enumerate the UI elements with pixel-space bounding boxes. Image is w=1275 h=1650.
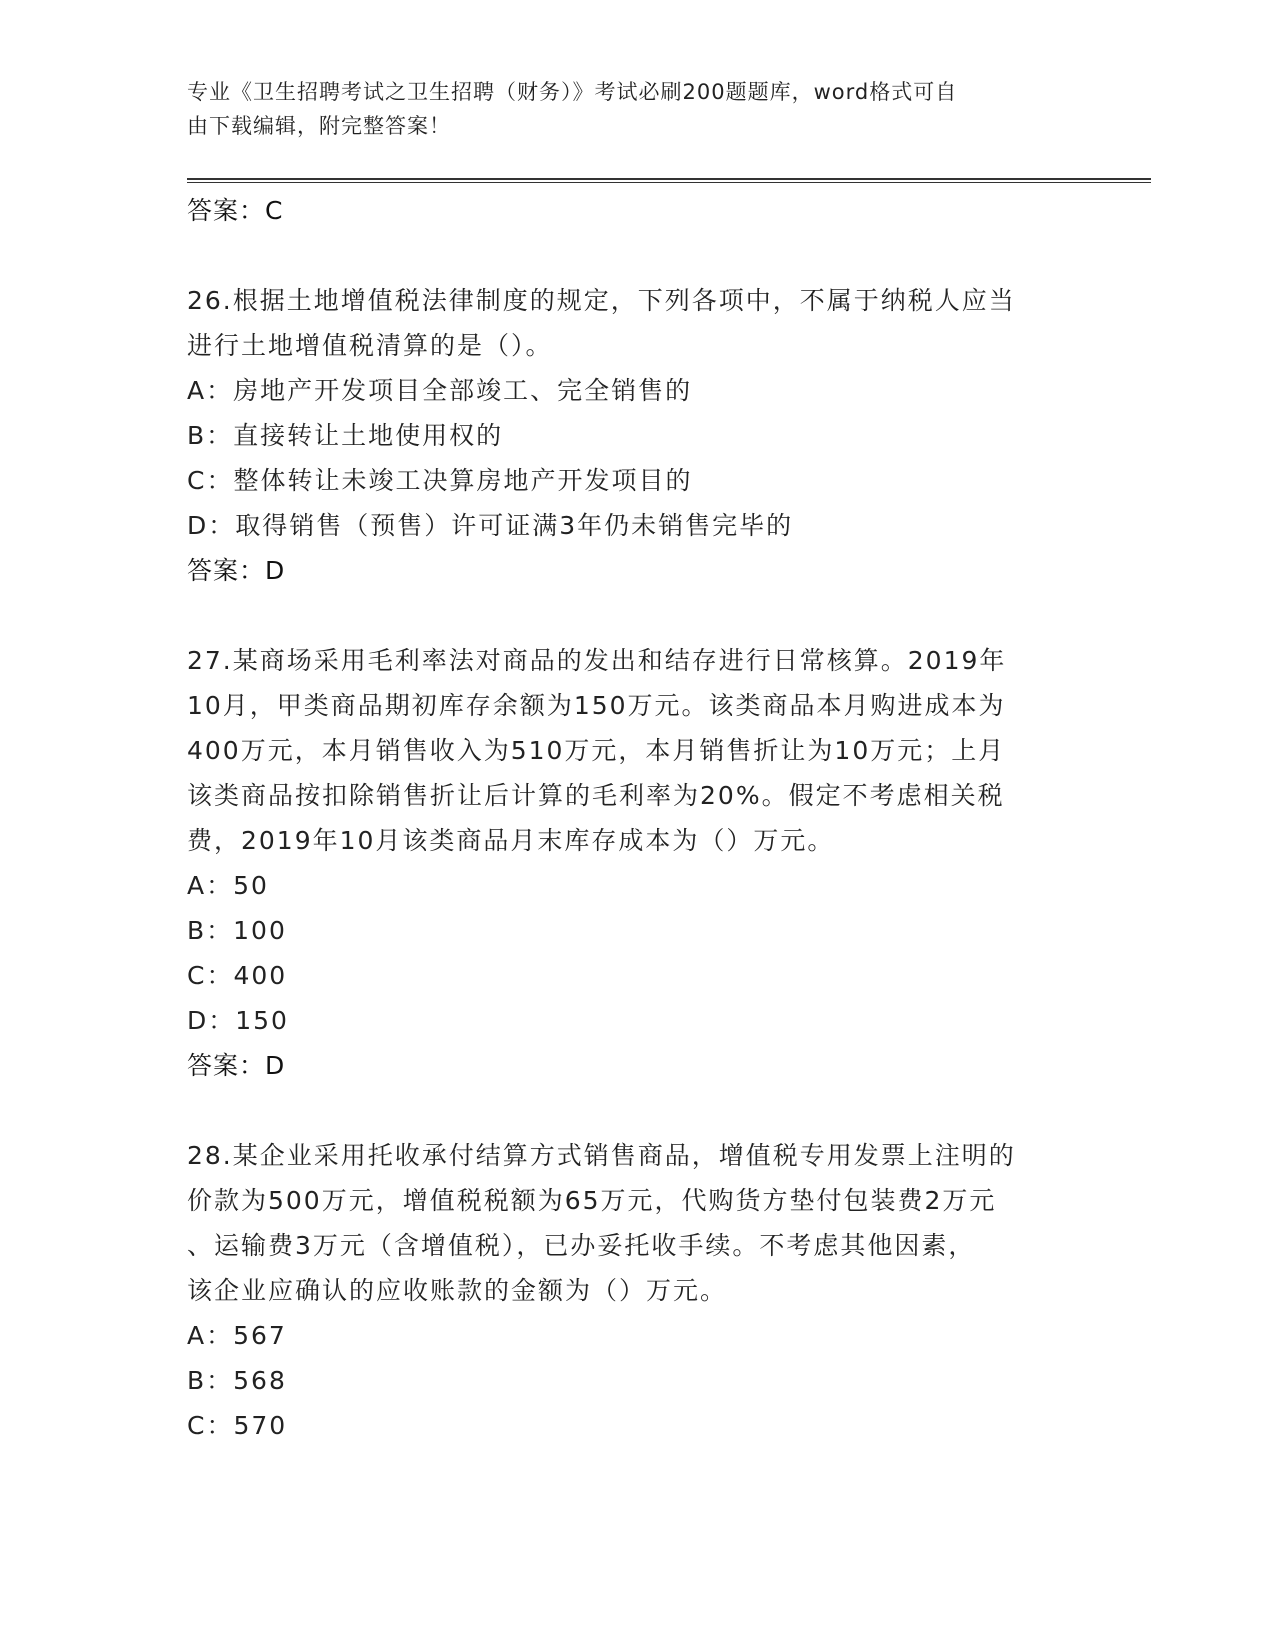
header-line-2: 由下载编辑，附完整答案！ — [187, 114, 451, 138]
header-line-1: 专业《卫生招聘考试之卫生招聘（财务）》考试必刷200题题库，word格式可自 — [187, 80, 958, 104]
question-stem-line: 、运输费3万元（含增值税），已办妥托收手续。不考虑其他因素， — [187, 1231, 976, 1260]
option-c: C：整体转让未竣工决算房地产开发项目的 — [187, 466, 693, 495]
option-b: B：100 — [187, 916, 287, 945]
question-stem-line: 27.某商场采用毛利率法对商品的发出和结存进行日常核算。2019年 — [187, 646, 1007, 675]
answer-q25: 答案：C — [187, 196, 284, 225]
question-stem-line: 该企业应确认的应收账款的金额为（）万元。 — [187, 1276, 728, 1305]
spacer — [187, 233, 1087, 278]
spacer — [187, 1088, 1087, 1133]
question-list — [187, 188, 1087, 1448]
option-d: D：取得销售（预售）许可证满3年仍未销售完毕的 — [187, 511, 794, 540]
question-stem-line: 价款为500万元，增值税税额为65万元，代购货方垫付包装费2万元 — [187, 1186, 997, 1215]
option-a: A：房地产开发项目全部竣工、完全销售的 — [187, 376, 693, 405]
option-c: C：570 — [187, 1411, 288, 1440]
question-28 — [187, 1133, 1087, 1448]
question-stem-line: 10月，甲类商品期初库存余额为150万元。该类商品本月购进成本为 — [187, 691, 1006, 720]
answer-q26: 答案：D — [187, 556, 286, 585]
header-divider-thin — [187, 182, 1151, 183]
option-b: B：568 — [187, 1366, 287, 1395]
option-a: A：567 — [187, 1321, 287, 1350]
option-d: D：150 — [187, 1006, 289, 1035]
answer-q27: 答案：D — [187, 1051, 286, 1080]
question-27 — [187, 638, 1087, 1088]
spacer — [187, 593, 1087, 638]
question-stem-line: 28.某企业采用托收承付结算方式销售商品，增值税专用发票上注明的 — [187, 1141, 1016, 1170]
option-c: C：400 — [187, 961, 288, 990]
header-divider-thick — [187, 178, 1151, 180]
option-a: A：50 — [187, 871, 269, 900]
option-b: B：直接转让土地使用权的 — [187, 421, 504, 450]
question-26 — [187, 278, 1087, 593]
document-header — [187, 75, 1067, 143]
question-stem-line: 进行土地增值税清算的是（）。 — [187, 331, 553, 360]
question-stem-line: 26.根据土地增值税法律制度的规定，下列各项中，不属于纳税人应当 — [187, 286, 1016, 315]
question-stem-line: 400万元，本月销售收入为510万元，本月销售折让为10万元；上月 — [187, 736, 1006, 765]
question-stem-line: 费，2019年10月该类商品月末库存成本为（）万元。 — [187, 826, 835, 855]
question-stem-line: 该类商品按扣除销售折让后计算的毛利率为20%。假定不考虑相关税 — [187, 781, 1005, 810]
